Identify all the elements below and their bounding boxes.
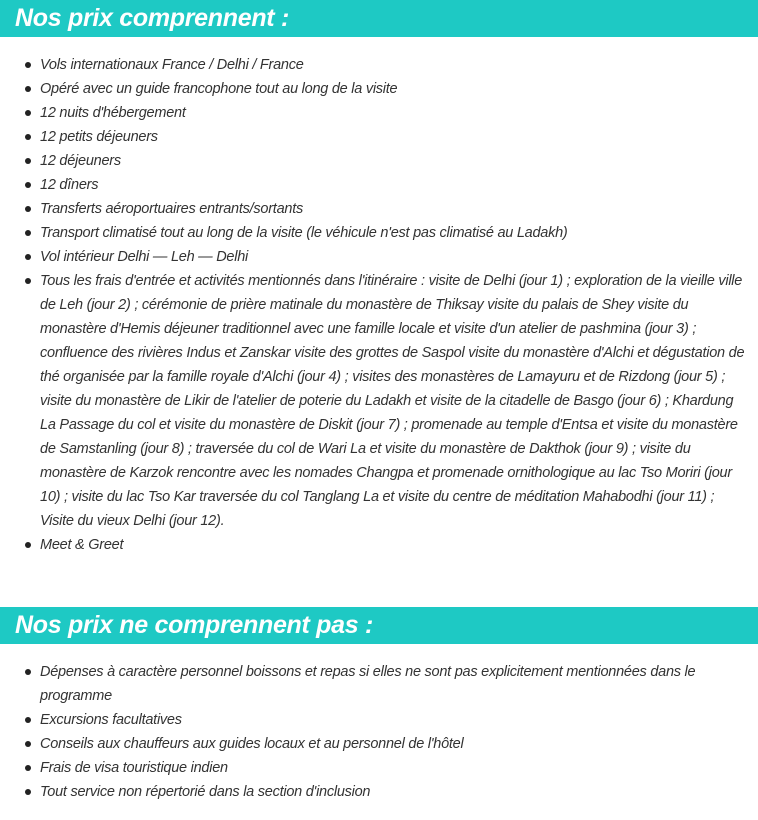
list-item [0,101,758,125]
excluded-list [0,660,758,804]
list-item [0,149,758,173]
bullet-icon [25,278,31,284]
list-item-text: Vols internationaux France / Delhi / France [40,57,304,73]
list-item [0,53,758,77]
list-item-text: Transport climatisé tout au long de la visite (le véhicule n'est pas climatisé au Ladakh) [40,225,568,241]
bullet-icon [25,206,31,212]
list-item [0,269,758,533]
list-item-text: Tout service non répertorié dans la section d'inclusion [40,784,371,800]
bullet-icon [25,110,31,116]
bullet-icon [25,542,31,548]
bullet-icon [25,717,31,723]
list-item [0,125,758,149]
bullet-icon [25,669,31,675]
bullet-icon [25,62,31,68]
bullet-icon [25,134,31,140]
bullet-icon [25,86,31,92]
list-item [0,173,758,197]
excluded-section-title: Nos prix ne comprennent pas : [0,607,758,644]
bullet-icon [25,230,31,236]
bullet-icon [25,741,31,747]
list-item-text: Frais de visa touristique indien [40,760,228,776]
list-item-text: Transferts aéroportuaires entrants/sortants [40,201,303,217]
list-item [0,780,758,804]
bullet-icon [25,765,31,771]
list-item-text: 12 dîners [40,177,99,193]
list-item-text: 12 petits déjeuners [40,129,158,145]
list-item [0,221,758,245]
bullet-icon [25,158,31,164]
list-item-text: Tous les frais d'entrée et activités mentionnés dans l'itinéraire : visite de Delhi (jour 1) ; exploration de la vieille ville de Leh (jour 2) ; cérémonie de prière matinale du monastère de Thiksay visite du palais de Shey visite du monastère d'Hemis déjeuner traditionnel avec une famille locale et visite d'un atelier de pashmina (jour 3) ; confluence des rivières Indus et Zanskar visite des grottes de Saspol visite du monastère d'Alchi et dégustation de thé organisée par la famille royale d'Alchi (jour 4) ; visites des monastères de Lamayuru et de Rizdong (jour 5) ; visite du monastère de Likir de l'atelier de poterie du Ladakh et visite de la citadelle de Basgo (jour 6) ; Khardung La Passage du col et visite du monastère de Diskit (jour 7) ; promenade au temple d'Entsa et visite du monastère de Samstanling (jour 8) ; traversée du col de Wari La et visite du monastère de Dakthok (jour 9) ; visite du monastère de Karzok rencontre avec les nomades Changpa et promenade ornithologique au lac Tso Moriri (jour 10) ; visite du lac Tso Kar traversée du col Tanglang La et visite du centre de méditation Mahabodhi (jour 11) ; Visite du vieux Delhi (jour 12). [40,273,745,529]
list-item [0,77,758,101]
list-item [0,533,758,557]
bullet-icon [25,254,31,260]
bullet-icon [25,182,31,188]
list-item [0,197,758,221]
included-section-title: Nos prix comprennent : [0,0,758,37]
list-item [0,756,758,780]
list-item-text: Meet & Greet [40,537,124,553]
list-item-text: Opéré avec un guide francophone tout au long de la visite [40,81,398,97]
included-list [0,53,758,557]
list-item-text: Excursions facultatives [40,712,182,728]
list-item [0,245,758,269]
list-item-text: Vol intérieur Delhi — Leh — Delhi [40,249,249,265]
list-item [0,660,758,708]
list-item-text: 12 nuits d'hébergement [40,105,186,121]
list-item-text: 12 déjeuners [40,153,121,169]
list-item [0,732,758,756]
list-item-text: Conseils aux chauffeurs aux guides locaux et au personnel de l'hôtel [40,736,464,752]
list-item [0,708,758,732]
bullet-icon [25,789,31,795]
list-item-text: Dépenses à caractère personnel boissons et repas si elles ne sont pas explicitement mentionnées dans le programme [40,664,696,704]
